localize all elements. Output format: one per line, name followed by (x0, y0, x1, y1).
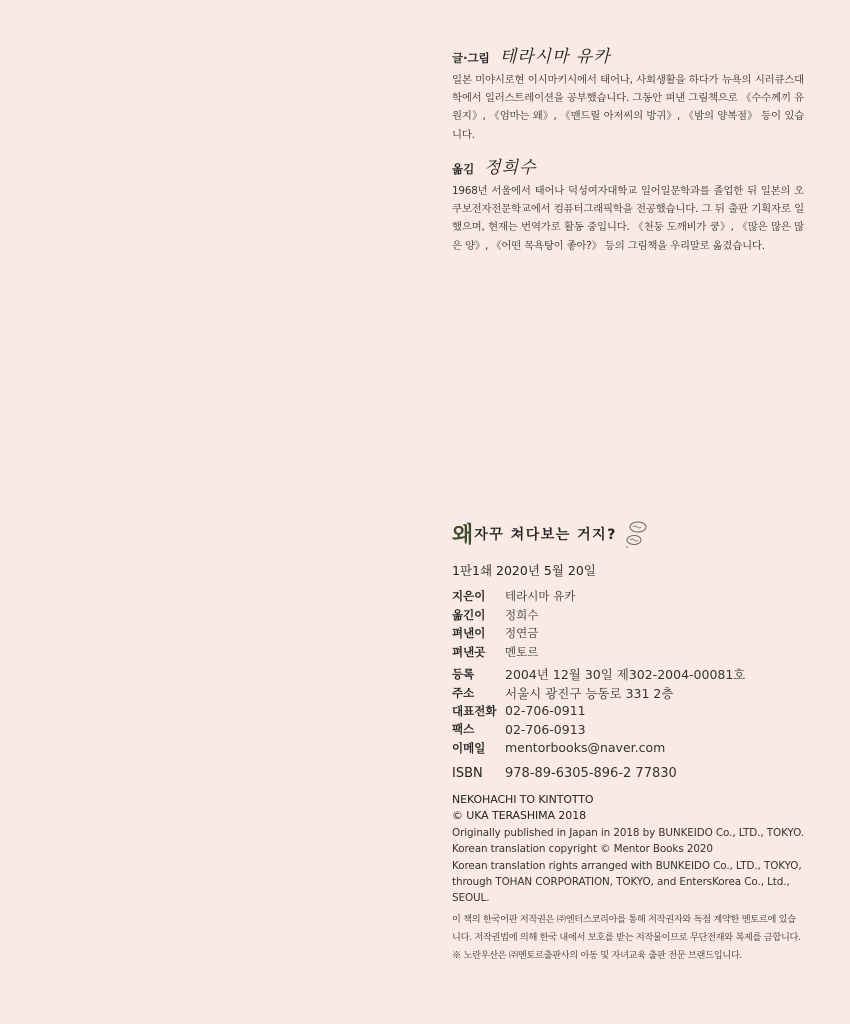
credit-key: 펴낸곳 (452, 644, 486, 659)
email-value: mentorbooks@naver.com (505, 740, 666, 756)
credit-key: 펴낸이 (452, 626, 486, 641)
brand-notice: ※ 노란우산은 ㈜멘토르출판사의 아동 및 자녀교육 출판 전문 브랜드입니다. (452, 950, 743, 962)
isbn-label: ISBN (452, 766, 483, 781)
credit-row (452, 587, 575, 606)
credit-value: 테라시마 유카 (505, 589, 576, 604)
copyright-line: through TOHAN CORPORATION, TOKYO, and EntersKorea Co., Ltd., (452, 876, 790, 889)
phone-value: 02-706-0911 (505, 703, 586, 719)
legal-notice (452, 911, 804, 966)
copyright-line: SEOUL. (452, 892, 490, 905)
isbn-row (452, 766, 677, 781)
original-title: NEKOHACHI TO KINTOTTO (452, 793, 594, 806)
author-heading (452, 42, 804, 67)
address-value: 서울시 광진구 능동로 331 2층 (505, 685, 674, 701)
copyright-line: Originally published in Japan in 2018 by BUNKEIDO Co., LTD., TOKYO. (452, 826, 804, 839)
scribble-face-icon (623, 519, 649, 549)
publisher-info-row (452, 683, 745, 701)
credit-value: 멘토르 (505, 644, 539, 659)
author-bio-section (452, 42, 804, 144)
author-copyright: © UKA TERASHIMA 2018 (452, 809, 586, 823)
copyright-line: Korean translation copyright © Mentor Books 2020 (452, 843, 713, 856)
rights-notice: 이 책의 한국어판 저작권은 ㈜엔터스코리아를 통해 저작권자와 독점 계약한 멘토르에 있습니다. 저작권법에 의해 한국 내에서 보호를 받는 저작물이므로 무단전재와 복제를 금합니다. (452, 914, 801, 944)
isbn-line (452, 766, 677, 781)
book-title-logo (452, 518, 649, 549)
credit-key: 옮긴이 (452, 607, 486, 622)
registration-value: 2004년 12월 30일 제302-2004-00081호 (505, 667, 746, 683)
publisher-info-row (452, 665, 745, 683)
copyright-line: Korean translation rights arranged with BUNKEIDO Co., LTD., TOKYO, (452, 859, 802, 872)
translator-bio-section (452, 153, 804, 255)
credit-value: 정연금 (505, 626, 539, 641)
credit-row (452, 624, 575, 643)
publisher-info-row (452, 702, 745, 720)
credit-value: 정희수 (505, 607, 539, 622)
publisher-info-row (452, 720, 745, 738)
credits-list (452, 587, 575, 661)
credit-row (452, 606, 575, 625)
isbn-value: 978-89-6305-896-2 77830 (505, 766, 677, 781)
publisher-info-key: 팩스 (452, 722, 475, 737)
publisher-info-key: 주소 (452, 685, 475, 700)
author-name: 테라시마 유카 (499, 47, 611, 67)
publisher-info-list (452, 665, 745, 757)
author-bio: 일본 미야시로현 이시마키시에서 태어나, 사회생활을 하다가 뉴욕의 시러큐스대학에서 일러스트레이션을 공부했습니다. 그동안 펴낸 그림책으로 《수수께끼 유원지》, 《엄마는 왜》, 《맨드릴 아저씨의 방귀》, 《밤의 양복점》 등이 있습니다. (452, 74, 804, 141)
credit-row (452, 643, 575, 662)
edition-date: 1판1쇄 2020년 5월 20일 (452, 563, 596, 578)
translator-heading (452, 153, 804, 178)
credit-key: 지은이 (452, 589, 486, 604)
translator-label: 옮김 (452, 162, 475, 176)
translator-bio: 1968년 서울에서 태어나 덕성여자대학교 일어일문학과를 졸업한 뒤 일본의 오쿠보전자전문학교에서 컴퓨터그래픽학을 전공했습니다. 그 뒤 출판 기획자로 일했으며, 현재는 번역가로 활동 중입니다. 《천둥 도깨비가 쿵》, 《많은 많은 많은 양》, 《어떤 목욕탕이 좋아?》 등의 그림책을 우리말로 옮겼습니다. (452, 185, 804, 252)
author-label: 글·그림 (452, 51, 490, 65)
translator-name: 정희수 (484, 158, 537, 178)
book-title-rest: 자꾸 쳐다보는 거지? (474, 526, 617, 543)
publisher-info-key: 이메일 (452, 740, 486, 755)
book-title-first: 왜 (452, 523, 473, 548)
publisher-info-key: 등록 (452, 667, 475, 682)
copyright-section (452, 792, 804, 907)
publisher-info-key: 대표전화 (452, 703, 497, 718)
publisher-info-row (452, 739, 745, 757)
fax-value: 02-706-0913 (505, 721, 586, 737)
